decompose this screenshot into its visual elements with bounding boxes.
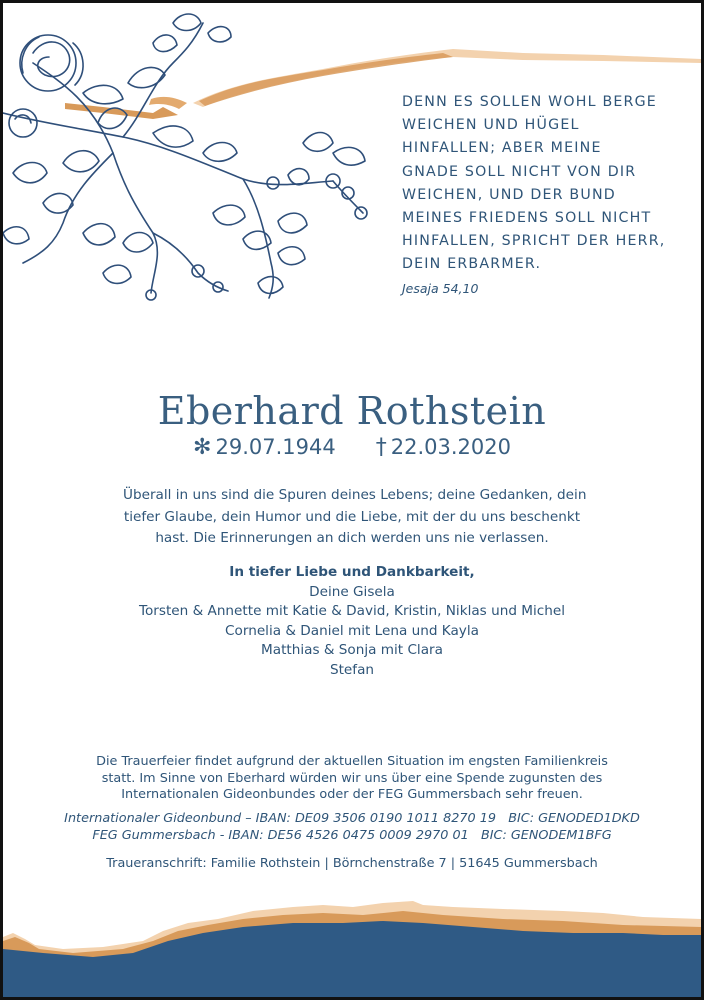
family-member: Deine Gisela: [309, 583, 395, 600]
deceased-name: Eberhard Rothstein: [157, 389, 547, 433]
verse-line: HINFALLEN, SPRICHT DER HERR,: [402, 233, 666, 250]
death-cross-icon: †: [375, 435, 387, 460]
donation-accounts: [3, 811, 701, 844]
quote-line: Überall in uns sind die Spuren deines Lebens; deine Gedanken, dein: [123, 487, 587, 503]
verse-line: DEIN ERBARMER.: [402, 256, 542, 273]
mountain-landscape-band-icon: [3, 897, 701, 997]
family-member: Cornelia & Daniel mit Lena und Kayla: [225, 622, 479, 639]
notice-line: statt. Im Sinne von Eberhard würden wir uns über eine Spende zugunsten des: [101, 770, 603, 786]
memorial-quote: [123, 485, 587, 550]
bank-line: FEG Gummersbach - IBAN: DE56 4526 0475 0009 2970 01 BIC: GENODEM1BFG: [92, 827, 612, 843]
birth-date: 29.07.1944: [215, 435, 336, 459]
birth-star-icon: ✻: [193, 435, 212, 460]
verse-line: HINFALLEN; ABER MEINE: [402, 140, 602, 157]
notice-line: Internationalen Gideonbundes oder der FEG Gummersbach sehr freuen.: [121, 787, 583, 802]
verse-reference: Jesaja 54,10: [402, 281, 479, 296]
notice-line: Die Trauerfeier findet aufgrund der aktuellen Situation im engsten Familienkreis: [96, 754, 608, 769]
quote-line: hast. Die Erinnerungen an dich werden uns nie verlassen.: [155, 530, 549, 546]
family-heading: In tiefer Liebe und Dankbarkeit,: [229, 564, 475, 580]
verse-line: WEICHEN, UND DER BUND: [402, 186, 616, 203]
verse-line: DENN ES SOLLEN WOHL BERGE: [402, 94, 657, 110]
family-signature: [3, 563, 701, 680]
funeral-notice: [3, 754, 701, 804]
mourning-address: Traueranschrift: Familie Rothstein | Börnchenstraße 7 | 51645 Gummersbach: [106, 856, 598, 871]
bible-verse: [402, 91, 692, 277]
bank-line: Internationaler Gideonbund – IBAN: DE09 3506 0190 1011 8270 19 BIC: GENODED1DKD: [64, 811, 640, 826]
death-date: 22.03.2020: [390, 435, 511, 459]
verse-line: WEICHEN UND HÜGEL: [402, 117, 580, 134]
family-member: Matthias & Sonja mit Clara: [261, 642, 443, 658]
quote-line: tiefer Glaube, dein Humor und die Liebe, mit der du uns beschenkt: [123, 508, 581, 525]
family-member: Torsten & Annette mit Katie & David, Kristin, Niklas und Michel: [138, 603, 566, 619]
verse-line: MEINES FRIEDENS SOLL NICHT: [402, 210, 652, 227]
verse-line: GNADE SOLL NICHT VON DIR: [402, 163, 637, 180]
life-dates: [3, 435, 701, 460]
family-member: Stefan: [329, 661, 375, 678]
